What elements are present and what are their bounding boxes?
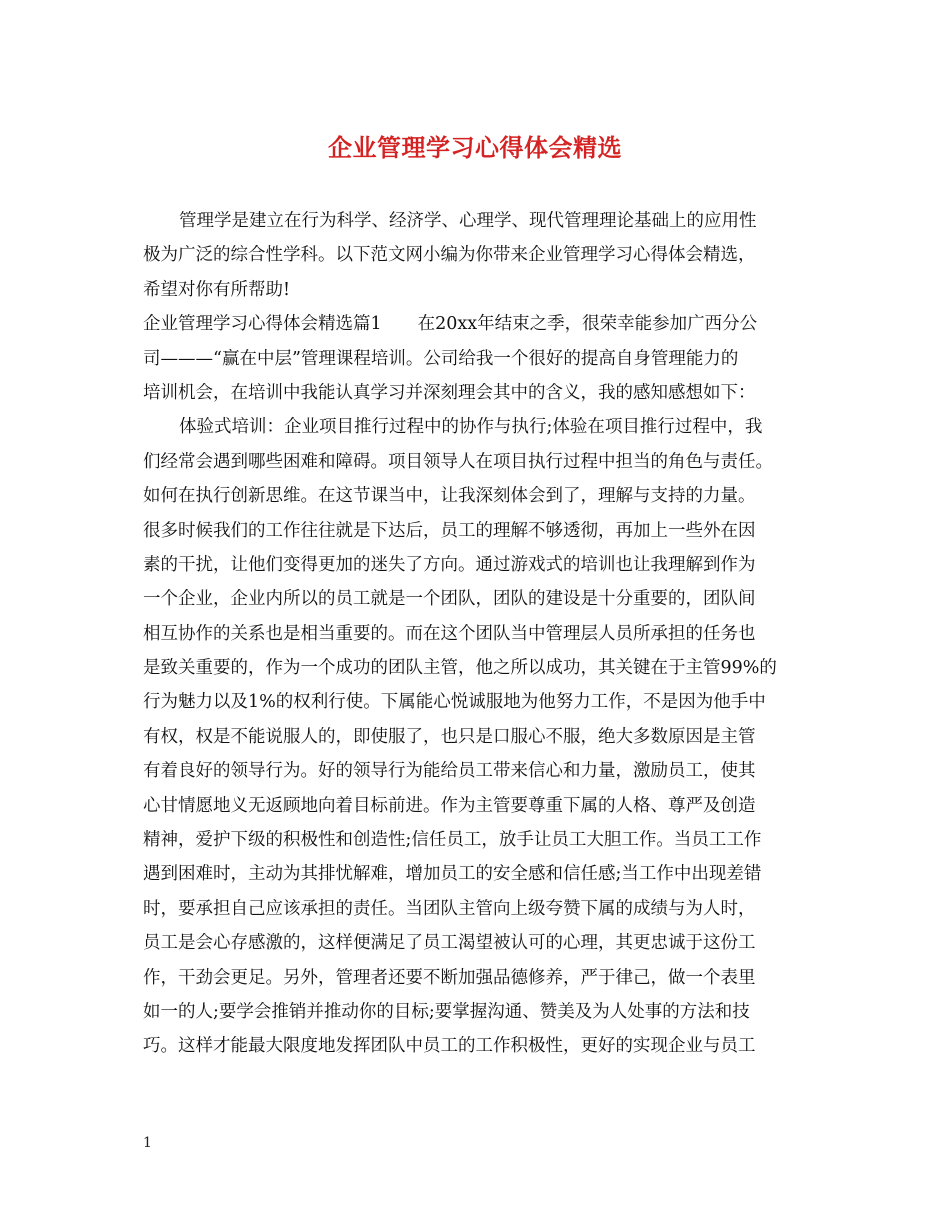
paragraph-line: 时，要承担自己应该承担的责任。当团队主管向上级夸赞下属的成绩与为人时， [143,898,756,919]
document-title: 企业管理学习心得体会精选 [328,133,622,162]
paragraph-line: 如何在执行创新思维。在这节课当中，让我深刻体会到了，理解与支持的力量。 [143,486,756,507]
paragraph-line: 如一的人;要学会推销并推动你的目标;要掌握沟通、赞美及为人处事的方法和技 [143,1001,750,1022]
paragraph-line: 遇到困难时，主动为其排忧解难，增加员工的安全感和信任感;当工作中出现差错 [143,864,762,885]
paragraph-line: 精神，爱护下级的积极性和创造性;信任员工，放手让员工大胆工作。当员工工作 [143,830,762,851]
paragraph-line: 素的干扰，让他们变得更加的迷失了方向。通过游戏式的培训也让我理解到作为 [143,554,756,575]
paragraph-line: 是致关重要的，作为一个成功的团队主管，他之所以成功，其关键在于主管99%的 [143,658,777,679]
document-body [143,204,823,1064]
section-line: 培训机会，在培训中我能认真学习并深刻理会其中的含义，我的感知感想如下： [143,382,756,403]
section-first-line-text: 在20xx年结束之季，很荣幸能参加广西分公 [417,314,758,335]
paragraph-line: 心甘情愿地义无返顾地向着目标前进。作为主管要尊重下属的人格、尊严及创造 [143,795,756,816]
paragraph-line: 们经常会遇到哪些困难和障碍。项目领导人在项目执行过程中担当的角色与责任。 [143,451,773,472]
page-number: 1 [143,1135,152,1151]
intro-line: 管理学是建立在行为科学、经济学、心理学、现代管理理论基础上的应用性 [179,211,757,231]
paragraph-line: 很多时候我们的工作往往就是下达后，员工的理解不够透彻，再加上一些外在因 [143,520,756,541]
paragraph-line: 巧。这样才能最大限度地发挥团队中员工的工作积极性，更好的实现企业与员工 [143,1036,756,1057]
paragraph-line: 作，干劲会更足。另外，管理者还要不断加强品德修养，严于律己，做一个表里 [143,967,756,988]
paragraph-line: 一个企业，企业内所以的员工就是一个团队，团队的建设是十分重要的，团队间 [143,589,756,610]
paragraph-line: 相互协作的关系也是相当重要的。而在这个团队当中管理层人员所承担的任务也 [143,623,756,644]
section-line: 司———“赢在中层”管理课程培训。公司给我一个很好的提高自身管理能力的 [143,348,739,369]
paragraph-line: 有着良好的领导行为。好的领导行为能给员工带来信心和力量，激励员工，使其 [143,761,756,782]
paragraph-line: 员工是会心存感激的，这样便满足了员工渴望被认可的心理，其更忠诚于这份工 [143,933,756,954]
section-heading: 企业管理学习心得体会精选篇1 [143,314,382,335]
paragraph-line: 体验式培训：企业项目推行过程中的协作与执行;体验在项目推行过程中，我 [179,417,763,438]
section-heading-line [143,307,823,341]
intro-line: 希望对你有所帮助! [143,279,291,300]
intro-line: 极为广泛的综合性学科。以下范文网小编为你带来企业管理学习心得体会精选， [143,245,756,266]
paragraph-line: 行为魅力以及1%的权利行使。下属能心悦诚服地为他努力工作，不是因为他手中 [143,692,766,713]
paragraph-line: 有权，权是不能说服人的，即使服了，也只是口服心不服，绝大多数原因是主管 [143,726,756,747]
